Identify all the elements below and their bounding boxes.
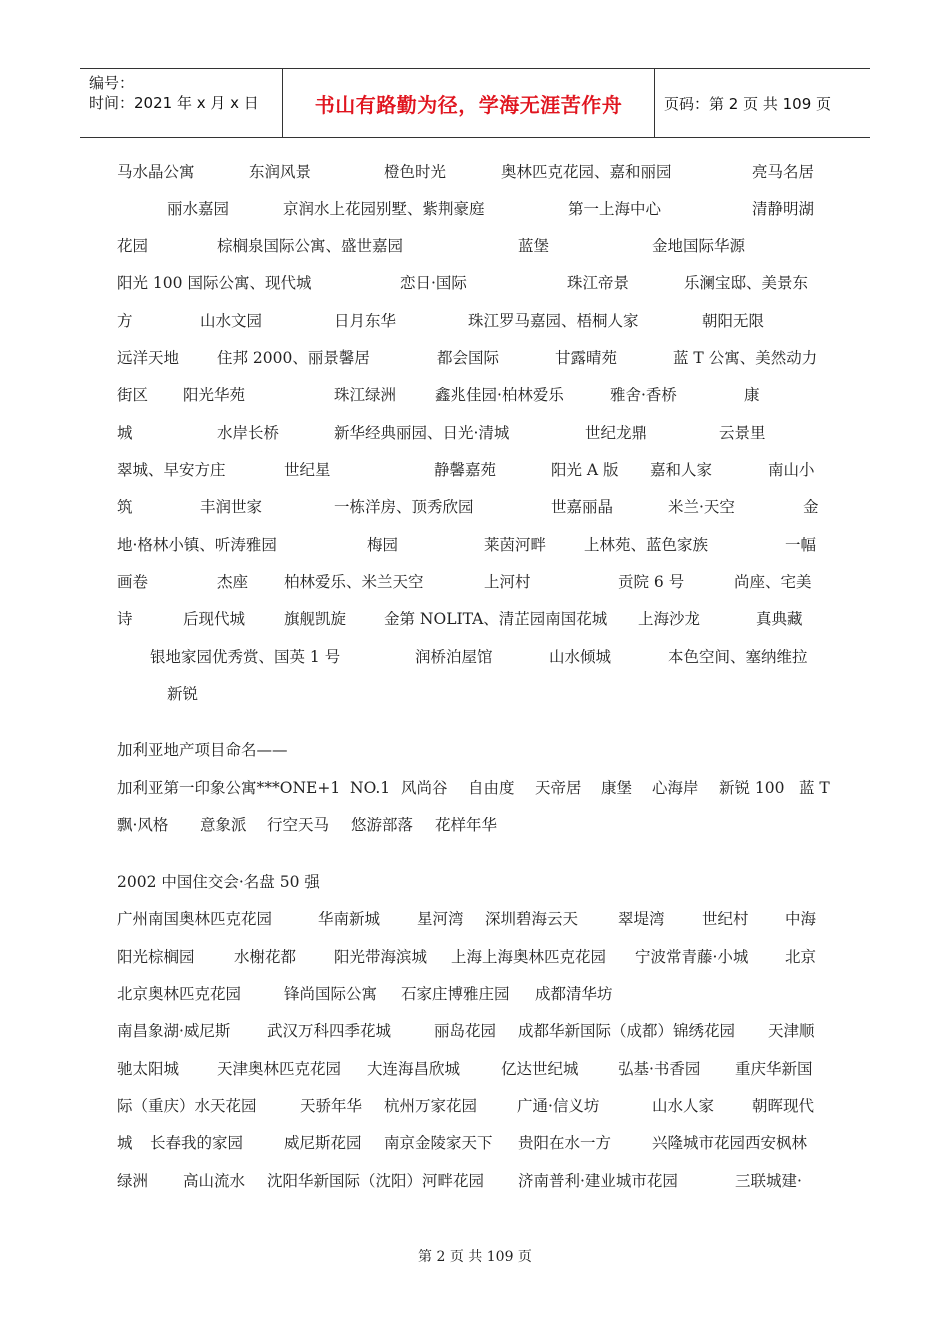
property-name: 杭州万家花园 [384, 1097, 478, 1115]
property-name: 梅园 [367, 536, 399, 554]
property-name: 大连海昌欣城 [367, 1060, 461, 1078]
property-name: 银地家园优秀赏、国英 1 号 [150, 648, 341, 666]
property-name: 上海沙龙 [638, 610, 701, 628]
property-name: 静馨嘉苑 [434, 461, 497, 479]
property-name: 莱茵河畔 [484, 536, 547, 554]
property-name: 珠江绿洲 [334, 386, 397, 404]
property-name: 心海岸 [652, 779, 699, 797]
property-name: 意象派 [200, 816, 247, 834]
property-name: 新锐 [167, 685, 199, 703]
header-meta [89, 73, 259, 113]
property-name: 街区 [117, 386, 149, 404]
property-name: 阳光带海滨城 [334, 948, 428, 966]
property-name: 翠堤湾 [618, 910, 665, 928]
section-title-text: 2002 中国住交会·名盘 50 强 [117, 873, 320, 891]
property-name: 清静明湖 [752, 200, 815, 218]
property-name: 行空天马 [267, 816, 330, 834]
property-name: 世纪村 [702, 910, 749, 928]
property-name: 一栋洋房、顶秀欣园 [334, 498, 474, 516]
property-name: 花样年华 [435, 816, 498, 834]
property-name: 世纪星 [284, 461, 331, 479]
property-name: 中海 [785, 910, 817, 928]
property-name: NO.1 [350, 779, 391, 797]
property-name: 金地国际华源 [652, 237, 746, 255]
property-name: 北京 [785, 948, 817, 966]
property-name: 都会国际 [437, 349, 500, 367]
property-name: 恋日·国际 [400, 274, 467, 292]
property-name: 山水文园 [200, 312, 263, 330]
property-name: 嘉和人家 [650, 461, 713, 479]
property-name: 重庆华新国 [735, 1060, 813, 1078]
property-name: 米兰·天空 [668, 498, 735, 516]
property-name: 贡院 6 号 [618, 573, 685, 591]
property-name: 杰座 [217, 573, 249, 591]
property-name: 后现代城 [183, 610, 246, 628]
property-name: 城 [117, 1134, 133, 1152]
property-name: 蓝堡 [518, 237, 550, 255]
property-name: 画卷 [117, 573, 149, 591]
property-name: 广通·信义坊 [517, 1097, 600, 1115]
property-name: 上林苑、蓝色家族 [584, 536, 709, 554]
property-name: 方 [117, 312, 133, 330]
property-name: 新锐 100 [719, 779, 785, 797]
property-name: 花园 [117, 237, 149, 255]
property-name: 柏林爱乐、米兰天空 [284, 573, 424, 591]
property-name: 济南普利·建业城市花园 [518, 1172, 678, 1190]
property-name: 翠城、早安方庄 [117, 461, 226, 479]
property-name: 云景里 [719, 424, 766, 442]
property-name: 弘基·书香园 [618, 1060, 701, 1078]
property-name: 天骄年华 [300, 1097, 363, 1115]
property-name: 筑 [117, 498, 133, 516]
property-name: 地·格林小镇、听涛雅园 [117, 536, 277, 554]
property-name: 朝阳无限 [702, 312, 765, 330]
property-name: 甘露晴苑 [555, 349, 618, 367]
property-name: 鑫兆佳园·柏林爱乐 [435, 386, 564, 404]
property-name: 雅舍·香桥 [610, 386, 677, 404]
property-name: 南京金陵家天下 [384, 1134, 493, 1152]
property-name: 深圳碧海云天 [485, 910, 579, 928]
property-name: 城 [117, 424, 133, 442]
property-name: 绿洲 [117, 1172, 149, 1190]
page-header [80, 68, 870, 138]
property-name: 珠江帝景 [567, 274, 630, 292]
property-name: 住邦 2000、丽景馨居 [217, 349, 370, 367]
property-name: 悠游部落 [351, 816, 414, 834]
property-name: 新华经典丽园、日光·清城 [334, 424, 510, 442]
property-name: 水岸长桥 [217, 424, 280, 442]
property-name: 朝晖现代 [752, 1097, 815, 1115]
property-name: 东润风景 [249, 163, 312, 181]
property-name: 南山小 [768, 461, 815, 479]
property-name: 广州南国奥林匹克花园 [117, 910, 273, 928]
property-name: 世嘉丽晶 [551, 498, 614, 516]
property-name: 奥林匹克花园、嘉和丽园 [501, 163, 672, 181]
property-name: 锋尚国际公寓 [284, 985, 378, 1003]
property-name: 世纪龙鼎 [585, 424, 648, 442]
property-name: 驰太阳城 [117, 1060, 180, 1078]
property-name: 京润水上花园别墅、紫荆豪庭 [283, 200, 485, 218]
property-name: 第一上海中心 [568, 200, 662, 218]
property-name: 武汉万科四季花城 [267, 1022, 392, 1040]
property-name: 水榭花都 [234, 948, 297, 966]
property-name: 远洋天地 [117, 349, 180, 367]
property-name: 飘·风格 [117, 816, 169, 834]
property-name: 棕榈泉国际公寓、盛世嘉园 [217, 237, 404, 255]
property-name: 丽水嘉园 [167, 200, 230, 218]
header-motto: 书山有路勤为径，学海无涯苦作舟 [314, 92, 623, 117]
property-name: 阳光棕榈园 [117, 948, 195, 966]
property-name: 亮马名居 [752, 163, 815, 181]
property-name: 长春我的家园 [150, 1134, 244, 1152]
property-name: 自由度 [468, 779, 515, 797]
property-name: 丽岛花园 [434, 1022, 497, 1040]
property-name: 际（重庆）水天花园 [117, 1097, 257, 1115]
number-label: 编号： [89, 74, 135, 92]
property-name: 风尚谷 [401, 779, 448, 797]
property-name: 珠江罗马嘉园、梧桐人家 [468, 312, 639, 330]
property-name: 加利亚第一印象公寓***ONE+1 [117, 779, 341, 797]
property-name: 北京奥林匹克花园 [117, 985, 242, 1003]
section-title-text: 加利亚地产项目命名—— [117, 741, 288, 759]
property-name: 兴隆城市花园西安枫林 [652, 1134, 808, 1152]
property-name: 石家庄博雅庄园 [401, 985, 510, 1003]
property-name: 天帝居 [535, 779, 582, 797]
property-name: 上河村 [484, 573, 531, 591]
property-name: 康 [744, 386, 760, 404]
property-name: 宁波常青藤·小城 [635, 948, 749, 966]
property-name: 天津奥林匹克花园 [217, 1060, 342, 1078]
property-name: 南昌象湖·威尼斯 [117, 1022, 231, 1040]
property-name: 金第 NOLITA、清芷园南国花城 [384, 610, 608, 628]
property-name: 乐澜宝邸、美景东 [684, 274, 809, 292]
property-name: 高山流水 [183, 1172, 246, 1190]
property-name: 上海上海奥林匹克花园 [451, 948, 607, 966]
property-name: 一幅 [785, 536, 817, 554]
property-name: 成都清华坊 [535, 985, 613, 1003]
property-name: 康堡 [601, 779, 633, 797]
property-name: 亿达世纪城 [501, 1060, 579, 1078]
property-name: 山水倾城 [549, 648, 612, 666]
property-name: 威尼斯花园 [284, 1134, 362, 1152]
property-name: 贵阳在水一方 [518, 1134, 612, 1152]
property-name: 真典藏 [756, 610, 803, 628]
property-name: 尚座、宅美 [734, 573, 812, 591]
property-name: 日月东华 [334, 312, 397, 330]
property-name: 山水人家 [652, 1097, 715, 1115]
property-name: 三联城建· [735, 1172, 802, 1190]
property-name: 阳光华苑 [183, 386, 246, 404]
property-name: 马水晶公寓 [117, 163, 195, 181]
property-name: 华南新城 [318, 910, 381, 928]
property-name: 成都华新国际（成都）锦绣花园 [518, 1022, 736, 1040]
property-name: 本色空间、塞纳维拉 [668, 648, 808, 666]
page-footer: 第 2 页 共 109 页 [418, 1249, 532, 1265]
property-name: 金 [803, 498, 819, 516]
property-name: 蓝 T [799, 779, 830, 797]
property-name: 星河湾 [417, 910, 464, 928]
property-name: 旗舰凯旋 [284, 610, 347, 628]
property-name: 橙色时光 [384, 163, 447, 181]
property-name: 润桥泊屋馆 [415, 648, 493, 666]
property-name: 诗 [117, 610, 133, 628]
property-name: 阳光 100 国际公寓、现代城 [117, 274, 312, 292]
property-name: 沈阳华新国际（沈阳）河畔花园 [267, 1172, 485, 1190]
time-label: 时间：2021 年 x 月 x 日 [89, 94, 259, 112]
property-name: 蓝 T 公寓、美然动力 [673, 349, 818, 367]
property-name: 阳光 A 版 [551, 461, 619, 479]
property-name: 天津顺 [768, 1022, 815, 1040]
header-page-label: 页码：第 2 页 共 109 页 [664, 94, 832, 113]
property-name: 丰润世家 [200, 498, 263, 516]
